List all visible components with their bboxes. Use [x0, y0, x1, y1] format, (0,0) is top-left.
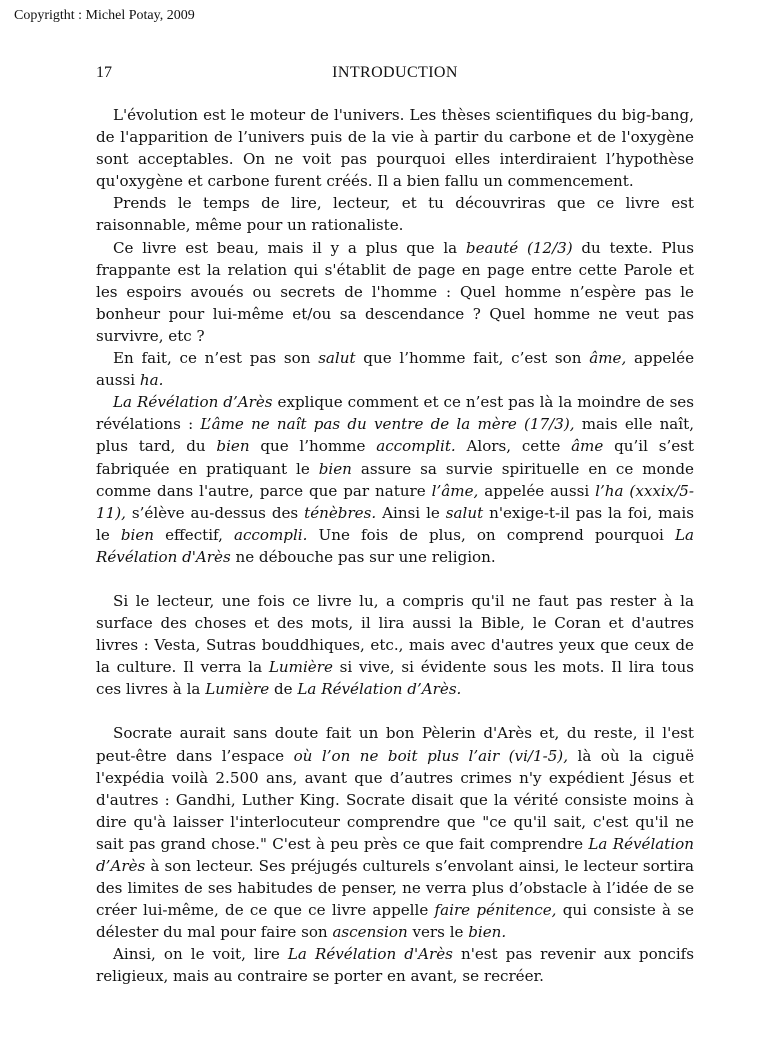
italic-text: accompli. [233, 525, 308, 544]
text-run: s’élève au-dessus des [125, 503, 305, 522]
text-run: de [269, 680, 298, 699]
text-run: si vive, si évidente sous les mots. Il lira tous ces livres à la [96, 658, 694, 699]
text-run: qu’il s’est fabriquée en pratiquant le [96, 437, 694, 478]
paragraph [96, 104, 694, 192]
italic-text: ténèbres. [304, 503, 377, 522]
italic-text: La Révélation d’Arès. [297, 680, 462, 699]
text-run: Une fois de plus, on comprend pourquoi [307, 525, 675, 544]
italic-text: ascension [332, 923, 408, 942]
paragraph [96, 590, 694, 700]
text-run: Ainsi le [376, 503, 446, 522]
italic-text: l’âme, [431, 481, 479, 500]
text-run: à son lecteur. Ses préjugés culturels s’envolant ainsi, le lecteur sortira des limites de ses habitudes de penser, ne verra plus d’obstacle à l’idée de se créer lui-même, de ce que ce livre appelle [96, 857, 694, 920]
italic-text: bien [318, 459, 352, 478]
italic-text: où l’on ne boit plus l’air (vi/1-5), [293, 746, 568, 765]
text-run: que l’homme fait, c’est son [355, 349, 590, 368]
italic-text: âme [571, 437, 604, 456]
text-run: appelée aussi [96, 349, 695, 390]
italic-text: bien [120, 525, 155, 544]
text-run: Ce livre est beau, mais il y a plus que la [113, 238, 466, 257]
text-run: assure sa survie spirituelle en ce monde comme dans l'autre, parce que par nature [96, 459, 694, 500]
paragraph [96, 943, 694, 987]
body-text [96, 104, 694, 988]
paragraph [96, 192, 694, 236]
text-run: Si le lecteur, une fois ce livre lu, a compris qu'il ne faut pas rester à la surface des choses et des mots, il lira aussi la Bible, le Coran et d'autres livres : Vesta, Sutras bouddhiques, etc., mais avec d'autres yeux que ceux de la culture. Il verra la [96, 591, 694, 677]
text-run: Prends le temps de lire, lecteur, et tu découvriras que ce livre est raisonnable, même pour un rationaliste. [96, 194, 694, 235]
italic-text: La Révélation d’Arès [113, 393, 273, 412]
text-run: du texte. Plus frappante est la relation qui s'établit de page en page entre cette Parole et les espoirs avoués ou secrets de l'homme : Quel homme n’espère pas le bonheur pour lui-même et/ou sa descendance ? Quel homme ne veut pas survivre, etc ? [96, 238, 694, 345]
paragraph [96, 237, 694, 347]
italic-text: bien [216, 437, 250, 456]
italic-text: Lumière [205, 680, 270, 699]
text-run: que l’homme [249, 437, 377, 456]
page-number: 17 [96, 64, 112, 81]
italic-text: accomplit. [376, 437, 456, 456]
text-run: explique comment et ce n’est pas là la moindre de ses révélations : [96, 393, 694, 434]
text-run: là où la ciguë l'expédia voilà 2.500 ans, avant que d’autres crimes n'y expédient Jésus et d'autres : Gandhi, Luther King. Socrate disait que la vérité consiste moins à dire qu'à laisser l'interlocuteur comprendre que "ce qu'il sait, c'est qu'il ne sait pas grand chose." C'est à peu près ce que fait comprendre [96, 746, 695, 853]
text-run: ne débouche pas sur une religion. [230, 547, 496, 566]
text-run: effectif, [154, 525, 234, 544]
italic-text: Lumière [268, 658, 333, 677]
text-run: mais elle naît, plus tard, du [96, 415, 694, 456]
text-run: Ainsi, on le voit, lire [113, 945, 288, 964]
text-run: Socrate aurait sans doute fait un bon Pèlerin d'Arès et, du reste, il l'est peut-être dans l’espace [96, 724, 694, 765]
text-run: appelée aussi [478, 481, 596, 500]
text-run: Alors, cette [455, 437, 572, 456]
italic-text: ha. [139, 371, 164, 390]
text-run: n'exige-t-il pas la foi, mais le [96, 503, 694, 544]
italic-text: faire pénitence, [434, 901, 557, 920]
italic-text: l’ha (xxxix/5-11), [96, 481, 694, 522]
italic-text: La Révélation d'Arès [287, 945, 453, 964]
copyright-notice: Copyrigtht : Michel Potay, 2009 [14, 8, 195, 23]
italic-text: beauté (12/3) [465, 238, 573, 257]
italic-text: salut [318, 349, 356, 368]
italic-text: La Révélation d’Arès [96, 834, 694, 875]
text-run: L'évolution est le moteur de l'univers. Les thèses scientifiques du big-bang, de l'apparition de l’univers puis de la vie à partir du carbone et de l'oxygène sont acceptables. On ne voit pas pourquoi elles interdiraient l’hypothèse qu'oxygène et carbone furent créés. Il a bien fallu un commencement. [96, 106, 694, 191]
text-run: n'est pas revenir aux poncifs religieux, mais au contraire se porter en avant, se recréer. [96, 945, 694, 986]
italic-text: L’âme ne naît pas du ventre de la mère (17/3), [200, 415, 575, 434]
running-title: INTRODUCTION [332, 64, 458, 81]
paragraph [96, 347, 694, 391]
paragraph [96, 391, 694, 568]
text-run: qui consiste à se délester du mal pour faire son [96, 901, 694, 942]
italic-text: La Révélation d'Arès [96, 525, 694, 566]
italic-text: bien. [468, 923, 507, 942]
italic-text: salut [445, 503, 484, 522]
italic-text: âme, [589, 349, 627, 368]
text-run: En fait, ce n’est pas son [113, 349, 319, 368]
paragraph [96, 722, 694, 943]
text-run: vers le [407, 923, 469, 942]
